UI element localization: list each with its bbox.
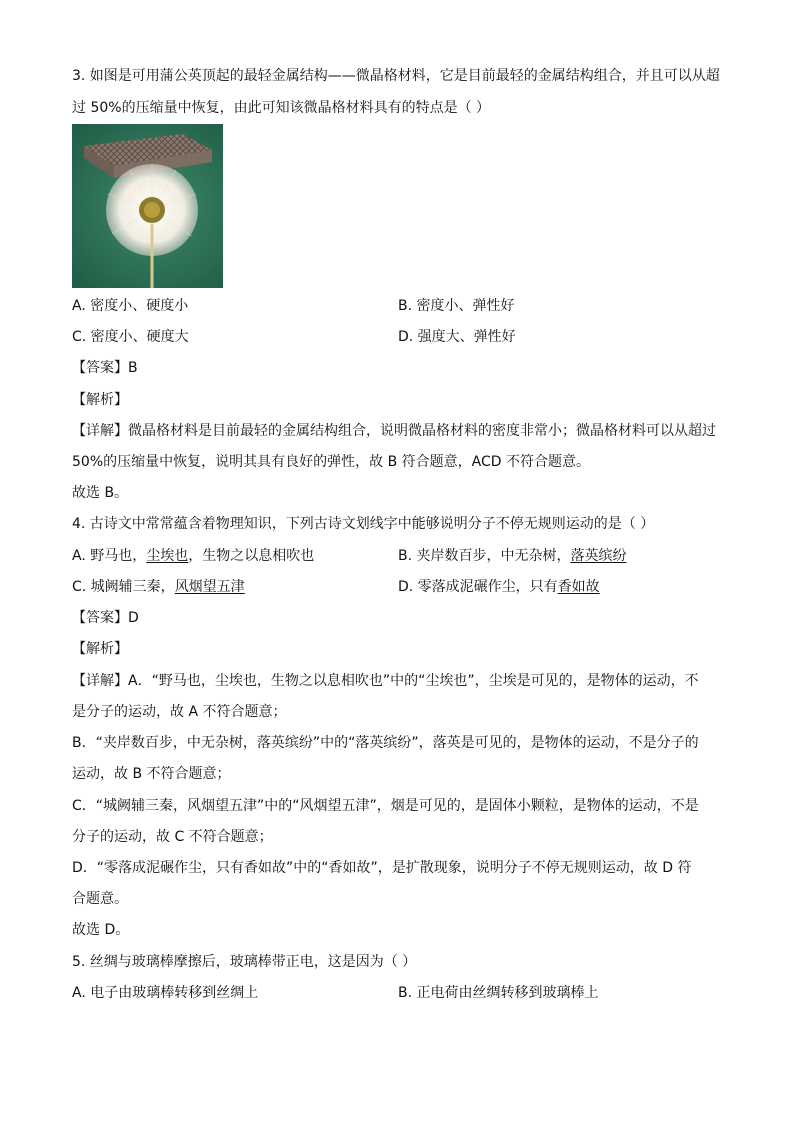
q4-option-a-underlined: 尘埃也 xyxy=(146,548,189,564)
q5-stem: 5. 丝绸与玻璃棒摩擦后，玻璃棒带正电，这是因为（ ） xyxy=(72,954,417,970)
q3-option-b: B. 密度小、弹性好 xyxy=(398,298,515,314)
q4-option-d: D. 零落成泥碾作尘，只有香如故 xyxy=(398,579,600,595)
q3-option-d: D. 强度大、弹性好 xyxy=(398,329,516,345)
q4-conclusion: 故选 D。 xyxy=(72,922,130,938)
q4-detail-a-line2: 是分子的运动，故 A 不符合题意； xyxy=(72,704,287,720)
q3-answer: 【答案】B xyxy=(72,360,138,376)
q4-stem: 4. 古诗文中常常蕴含着物理知识，下列古诗文划线字中能够说明分子不停无规则运动的是（ ） xyxy=(72,516,655,532)
q4-option-d-underlined: 香如故 xyxy=(557,579,600,595)
q4-option-a: A. 野马也，尘埃也，生物之以息相吹也 xyxy=(72,548,315,564)
dandelion-stem xyxy=(151,224,154,288)
q3-option-c: C. 密度小、硬度大 xyxy=(72,329,189,345)
q3-stem-line2: 过 50%的压缩量中恢复，由此可知该微晶格材料具有的特点是（ ） xyxy=(72,100,491,116)
q4-detail-c-line1: C．“城阙辅三秦，风烟望五津”中的“风烟望五津”，烟是可见的，是固体小颗粒，是物体的运动，不是 xyxy=(72,798,699,814)
q3-detail-line2: 50%的压缩量中恢复，说明其具有良好的弹性，故 B 符合题意，ACD 不符合题意。 xyxy=(72,454,590,470)
q5-option-b: B. 正电荷由丝绸转移到玻璃棒上 xyxy=(398,985,599,1001)
q3-conclusion: 故选 B。 xyxy=(72,485,129,501)
dandelion-lattice-photo xyxy=(72,124,223,288)
q4-detail-d-line2: 合题意。 xyxy=(72,891,128,907)
q4-option-b-underlined: 落英缤纷 xyxy=(570,548,627,564)
q4-detail-d-line1: D．“零落成泥碾作尘，只有香如故”中的“香如故”，是扩散现象，说明分子不停无规则运动，故 D 符 xyxy=(72,860,692,876)
q3-stem-line1: 3. 如图是可用蒲公英顶起的最轻金属结构——微晶格材料，它是目前最轻的金属结构组合，并且可以从超 xyxy=(72,68,720,84)
q4-option-b: B. 夹岸数百步，中无杂树，落英缤纷 xyxy=(398,548,627,564)
q4-option-c-underlined: 风烟望五津 xyxy=(174,579,245,595)
q4-analysis-label: 【解析】 xyxy=(72,641,128,657)
q4-detail-b-line1: B．“夹岸数百步，中无杂树，落英缤纷”中的“落英缤纷”，落英是可见的，是物体的运动，不是分子的 xyxy=(72,735,699,751)
q4-answer: 【答案】D xyxy=(72,610,139,626)
q3-option-a: A. 密度小、硬度小 xyxy=(72,298,189,314)
q3-analysis-label: 【解析】 xyxy=(72,392,128,408)
q4-detail-c-line2: 分子的运动，故 C 不符合题意； xyxy=(72,829,273,845)
q3-detail-line1: 【详解】微晶格材料是目前最轻的金属结构组合，说明微晶格材料的密度非常小；微晶格材料可以从超过 xyxy=(72,423,716,439)
dandelion-lattice-illustration xyxy=(72,124,223,288)
q4-detail-a-line1: 【详解】A．“野马也，尘埃也，生物之以息相吹也”中的“尘埃也”，尘埃是可见的，是物体的运动，不 xyxy=(72,673,699,689)
q4-detail-b-line2: 运动，故 B 不符合题意； xyxy=(72,766,231,782)
q4-option-c: C. 城阙辅三秦，风烟望五津 xyxy=(72,579,245,595)
q5-option-a: A. 电子由玻璃棒转移到丝绸上 xyxy=(72,985,259,1001)
